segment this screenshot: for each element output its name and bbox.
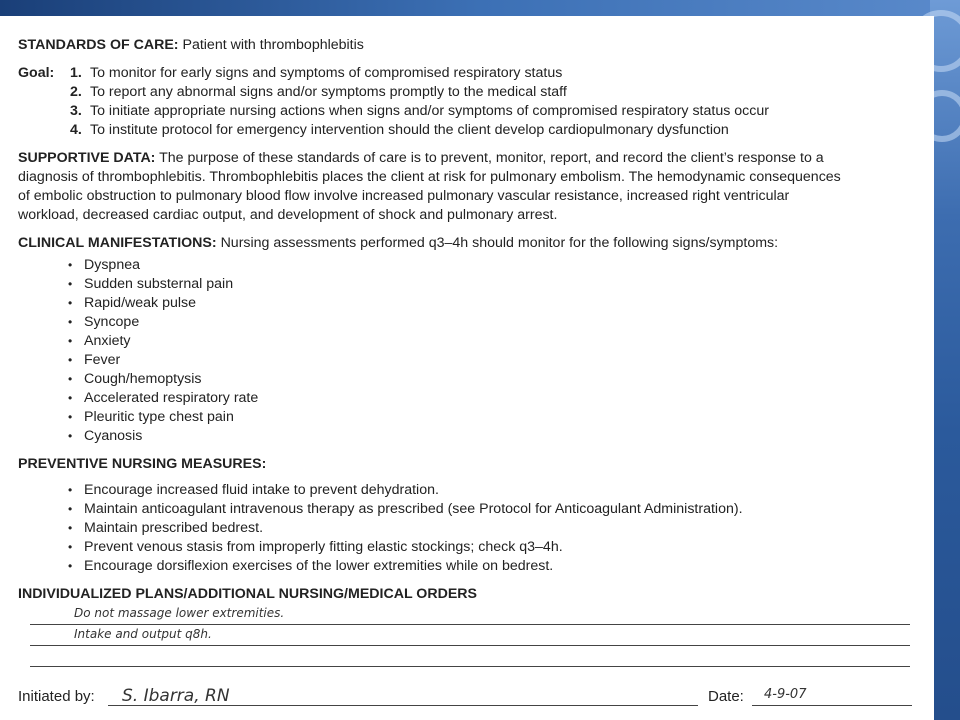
list-item: [68, 408, 916, 427]
list-item: [68, 538, 916, 557]
list-item: [68, 275, 916, 294]
orders-section: [18, 585, 916, 667]
supportive-line: of embolic obstruction to pulmonary blood flow involve increased pulmonary vascular resistance, increased right ventricular: [18, 188, 790, 204]
list-item-text: Syncope: [84, 314, 140, 330]
list-item: [68, 256, 916, 275]
care-plan-document: [0, 16, 934, 720]
clinical-label: CLINICAL MANIFESTATIONS:: [18, 235, 217, 251]
goal-text: To initiate appropriate nursing actions when signs and/or symptoms of compromised respiratory status occur: [90, 103, 769, 119]
list-item-text: Maintain prescribed bedrest.: [84, 520, 264, 536]
clinical-heading: [18, 234, 916, 253]
list-item-text: Encourage dorsiflexion exercises of the lower extremities while on bedrest.: [84, 558, 554, 574]
list-item-text: Encourage increased fluid intake to prevent dehydration.: [84, 482, 439, 498]
goal-number: 1.: [70, 65, 82, 81]
supportive-line: workload, decreased cardiac output, and development of shock and pulmonary arrest.: [18, 207, 558, 223]
bullet-icon: •: [68, 372, 73, 386]
order-line: [30, 646, 910, 667]
bullet-icon: •: [68, 258, 73, 272]
list-item-text: Maintain anticoagulant intravenous therapy as prescribed (see Protocol for Anticoagulant Administration).: [84, 501, 743, 517]
list-item: [68, 370, 916, 389]
bullet-icon: •: [68, 353, 73, 367]
goal-list: [70, 64, 916, 140]
page-title: [18, 36, 916, 55]
goal-item: [70, 83, 916, 102]
list-item: [68, 481, 916, 500]
date-value: 4-9-07: [764, 687, 807, 702]
preventive-list: [18, 481, 916, 576]
supportive-label: SUPPORTIVE DATA:: [18, 150, 156, 166]
bullet-icon: •: [68, 429, 73, 443]
supportive-line: diagnosis of thrombophlebitis. Thrombophlebitis places the client at risk for pulmonary embolism. The hemodynamic consequences: [18, 169, 841, 185]
list-item: [68, 313, 916, 332]
clinical-list: [18, 256, 916, 446]
list-item-text: Sudden substernal pain: [84, 276, 234, 292]
goal-item: [70, 121, 916, 140]
clinical-intro: Nursing assessments performed q3–4h should monitor for the following signs/symptoms:: [220, 235, 779, 251]
list-item: [68, 427, 916, 446]
supportive-text: The purpose of these standards of care is to prevent, monitor, report, and record the client’s response to a: [159, 150, 824, 166]
preventive-label: PREVENTIVE NURSING MEASURES:: [18, 456, 267, 472]
list-item: [68, 351, 916, 370]
bullet-icon: •: [68, 483, 73, 497]
list-item-text: Pleuritic type chest pain: [84, 409, 234, 425]
supportive-line: [18, 149, 916, 168]
bullet-icon: •: [68, 334, 73, 348]
bullet-icon: •: [68, 521, 73, 535]
goal-text: To institute protocol for emergency intervention should the client develop cardiopulmonary dysfunction: [90, 122, 729, 138]
order-line: [30, 625, 910, 646]
list-item-text: Cough/hemoptysis: [84, 371, 202, 387]
date-label: Date:: [708, 688, 744, 705]
goal-section: [18, 64, 916, 140]
decorative-sidebar: [930, 0, 960, 720]
list-item-text: Fever: [84, 352, 121, 368]
list-item-text: Accelerated respiratory rate: [84, 390, 259, 406]
order-text: Intake and output q8h.: [74, 627, 212, 641]
goal-text: To monitor for early signs and symptoms of compromised respiratory status: [90, 65, 563, 81]
clinical-manifestations-section: [18, 234, 916, 446]
list-item-text: Anxiety: [84, 333, 131, 349]
bullet-icon: •: [68, 540, 73, 554]
list-item: [68, 332, 916, 351]
supportive-data-section: [18, 149, 916, 225]
preventive-measures-section: [18, 455, 916, 576]
list-item: [68, 294, 916, 313]
goal-item: [70, 64, 916, 83]
order-line: [30, 604, 910, 625]
goal-item: [70, 102, 916, 121]
list-item: [68, 500, 916, 519]
goal-label: Goal:: [18, 65, 55, 81]
goal-number: 3.: [70, 103, 82, 119]
goal-number: 4.: [70, 122, 82, 138]
signature: S. Ibarra, RN: [122, 686, 230, 706]
bullet-icon: •: [68, 410, 73, 424]
orders-label: INDIVIDUALIZED PLANS/ADDITIONAL NURSING/MEDICAL ORDERS: [18, 586, 478, 602]
top-banner: [0, 0, 960, 16]
title-text: Patient with thrombophlebitis: [182, 37, 364, 53]
bullet-icon: •: [68, 559, 73, 573]
list-item-text: Dyspnea: [84, 257, 140, 273]
goal-text: To report any abnormal signs and/or symptoms promptly to the medical staff: [90, 84, 567, 100]
order-text: Do not massage lower extremities.: [74, 606, 285, 620]
list-item-text: Rapid/weak pulse: [84, 295, 196, 311]
signature-footer: [18, 678, 918, 708]
bullet-icon: •: [68, 502, 73, 516]
goal-number: 2.: [70, 84, 82, 100]
initiated-label: Initiated by:: [18, 688, 95, 705]
list-item: [68, 389, 916, 408]
bullet-icon: •: [68, 391, 73, 405]
bullet-icon: •: [68, 296, 73, 310]
title-label: STANDARDS OF CARE:: [18, 37, 179, 53]
bullet-icon: •: [68, 315, 73, 329]
list-item-text: Cyanosis: [84, 428, 143, 444]
list-item: [68, 557, 916, 576]
bullet-icon: •: [68, 277, 73, 291]
list-item-text: Prevent venous stasis from improperly fitting elastic stockings; check q3–4h.: [84, 539, 563, 555]
list-item: [68, 519, 916, 538]
